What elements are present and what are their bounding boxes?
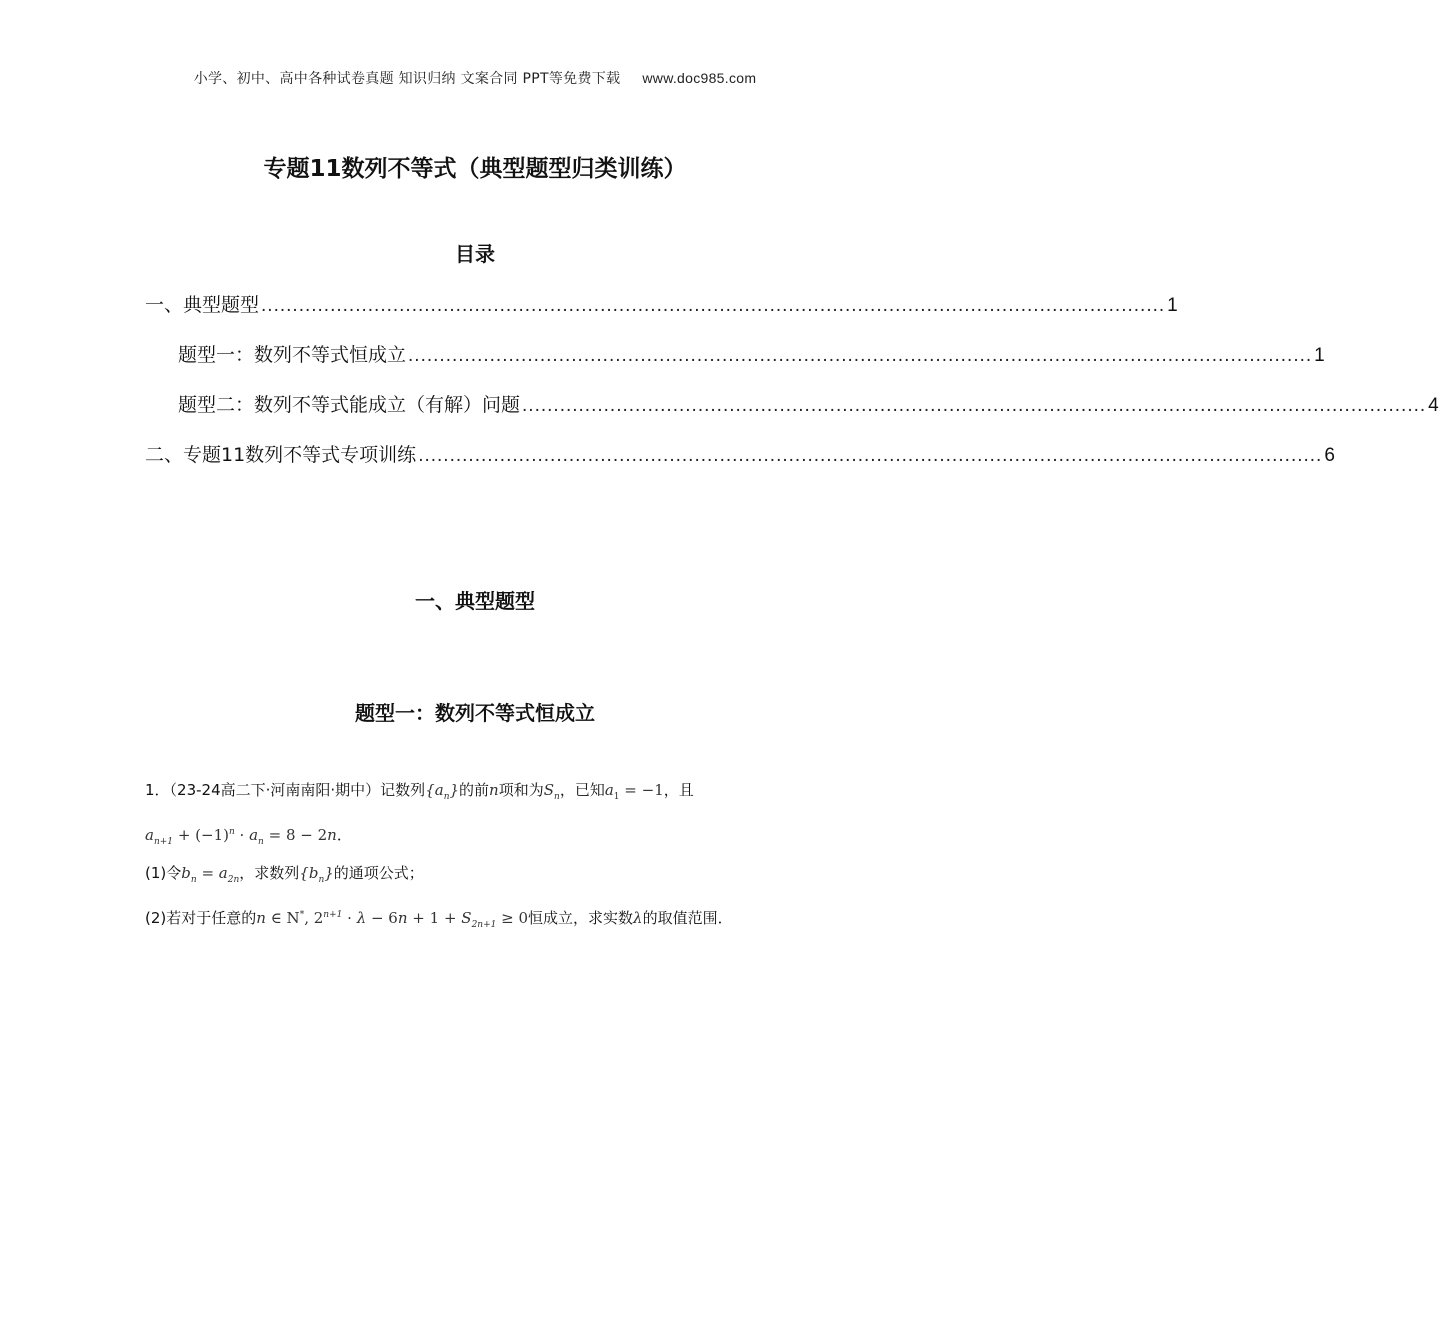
toc-entry-label: 题型一：数列不等式恒成立 — [178, 344, 407, 366]
problem-text: ． — [336, 826, 352, 844]
problem-text: (1)令 — [145, 864, 182, 882]
toc-entry[interactable] — [178, 340, 1325, 368]
problem-1-line-2 — [145, 822, 785, 852]
math-a1: $a_1 = -1$ — [604, 781, 664, 802]
problem-text: 的前 — [459, 781, 490, 799]
toc-entry-page: 1 — [1167, 295, 1178, 316]
problem-text: ，且 — [663, 781, 694, 799]
math-seq-a: $\{a_n\}$ — [425, 781, 460, 802]
math-Sn: $S_n$ — [543, 781, 560, 802]
math-seq-b: $\{b_n\}$ — [299, 864, 334, 885]
toc-entry-label: 一、典型题型 — [145, 294, 260, 316]
problem-text: (2)若对于任意的 — [145, 909, 257, 927]
toc-leader-dots: ................................................................................................................................................ — [418, 445, 1323, 466]
toc-entry-page: 1 — [1314, 345, 1325, 366]
section-heading: 一、典型题型 — [415, 589, 535, 613]
math-n: n — [489, 781, 499, 799]
toc-entry-page: 4 — [1428, 395, 1439, 416]
header-text: 小学、初中、高中各种试卷真题 知识归纳 文案合同 PPT等免费下载 — [193, 71, 621, 87]
problem-text: 记数列 — [380, 781, 426, 799]
toc-leader-dots: ................................................................................................................................................ — [261, 295, 1166, 316]
header-site[interactable]: www.doc985.com — [642, 70, 757, 86]
problem-text: 的取值范围． — [642, 909, 733, 927]
problem-text: 的通项公式； — [333, 864, 424, 882]
toc-entry[interactable] — [178, 390, 1439, 418]
problem-text: ，求数列 — [239, 864, 300, 882]
toc-entry[interactable] — [145, 440, 1335, 468]
math-recurrence: $a_{n+1} + (-1)^n \cdot a_n = 8 - 2n$ — [145, 826, 337, 847]
math-bn-def: $b_n = a_{2n}$ — [181, 864, 240, 885]
toc-entry[interactable] — [145, 290, 1178, 318]
math-lambda: λ — [633, 909, 643, 927]
toc-entry-page: 6 — [1324, 445, 1335, 466]
toc-entry-label: 二、专题11数列不等式专项训练 — [145, 444, 417, 466]
problem-1-line-1 — [145, 780, 785, 807]
problem-1-part-1 — [145, 863, 785, 890]
toc-heading: 目录 — [455, 242, 495, 266]
problem-text: ，已知 — [559, 781, 605, 799]
toc-leader-dots: ................................................................................................................................................ — [522, 395, 1427, 416]
page-title: 专题11数列不等式（典型题型归类训练） — [263, 156, 687, 182]
problem-1-part-2 — [145, 905, 785, 935]
problem-source: （23-24高二下·河南南阳·期中） — [169, 781, 381, 799]
toc-entry-label: 题型二：数列不等式能成立（有解）问题 — [178, 394, 521, 416]
math-inequality: n ∈ N*, $2^{n+1} \cdot \lambda - 6n + 1 + S_{2n+1} \ge 0$ — [256, 909, 529, 930]
type-heading: 题型一：数列不等式恒成立 — [355, 701, 595, 725]
problem-text: 项和为 — [498, 781, 544, 799]
toc-leader-dots: ................................................................................................................................................ — [408, 345, 1313, 366]
problem-text: 恒成立，求实数 — [528, 909, 634, 927]
problem-number: 1． — [145, 781, 170, 799]
page-header — [0, 68, 950, 88]
